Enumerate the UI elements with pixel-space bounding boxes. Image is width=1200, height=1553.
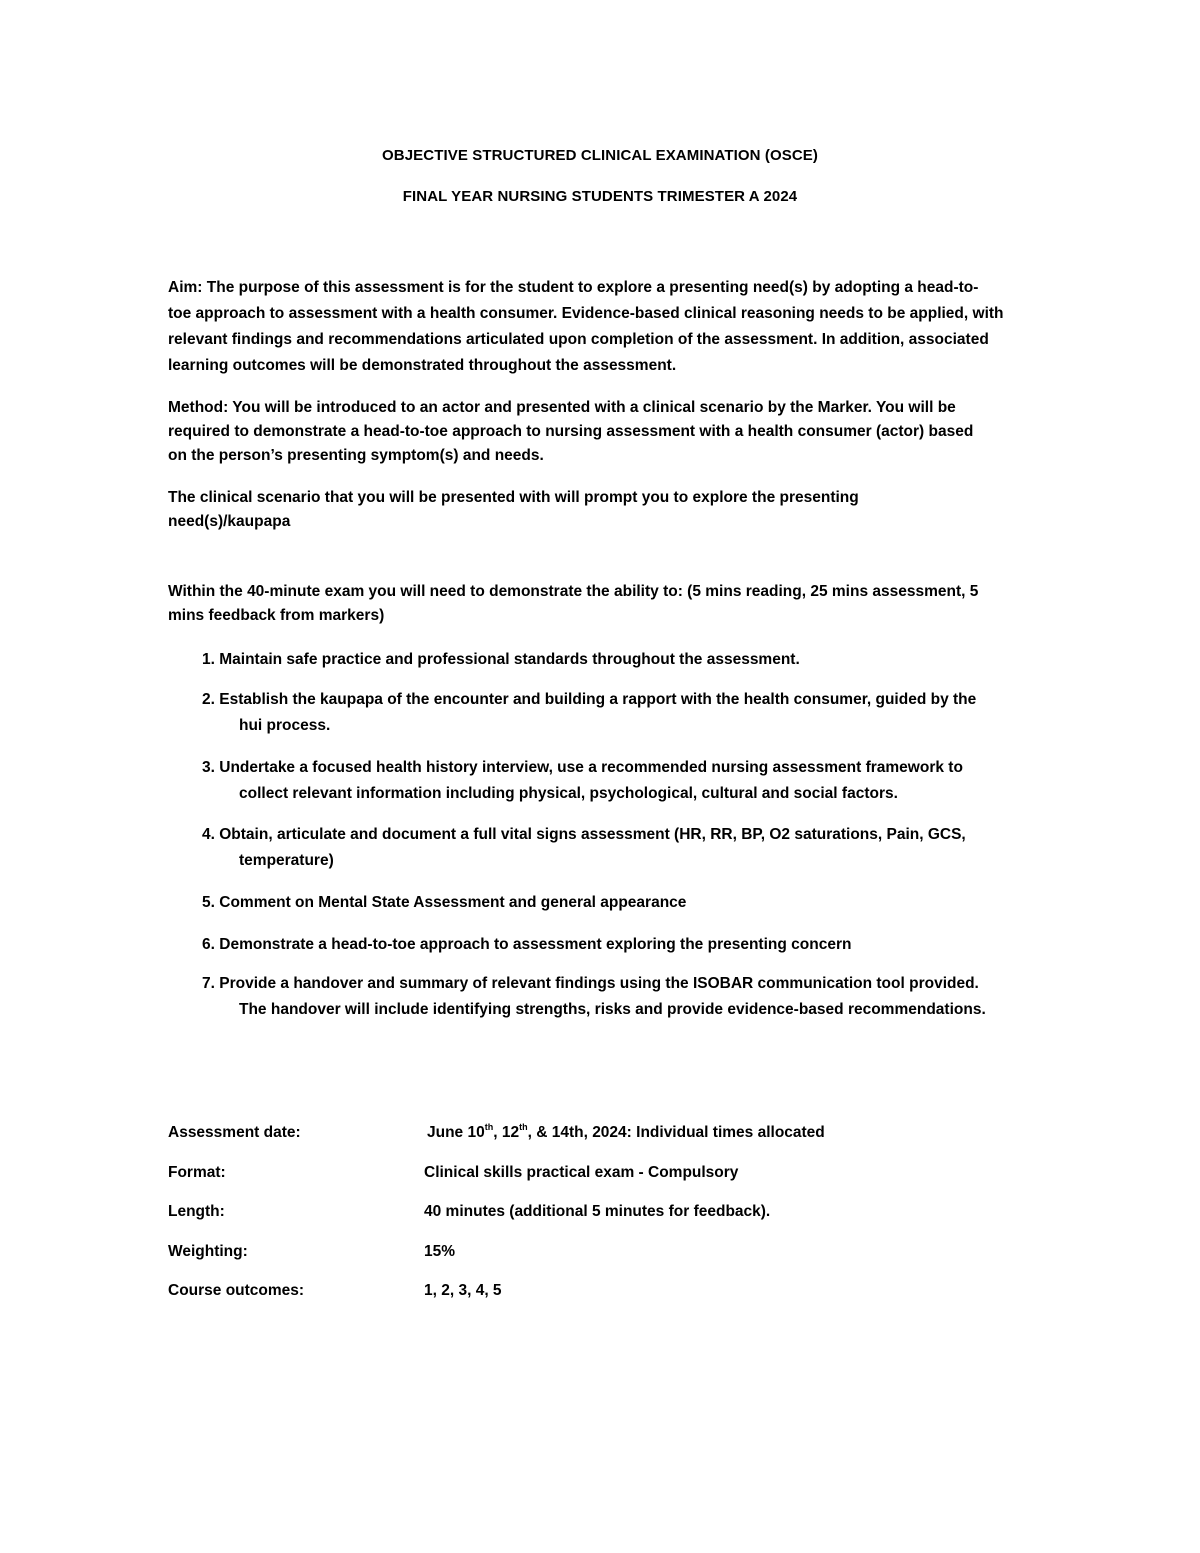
scenario-paragraph [168,486,1060,534]
within-line-1: Within the 40-minute exam you will need to demonstrate the ability to: (5 mins reading, 25 mins assessment, 5 [168,583,979,600]
document-subtitle: FINAL YEAR NURSING STUDENTS TRIMESTER A 2024 [402,188,798,205]
course-outcomes-row [168,1282,1068,1306]
method-label: Method: [168,399,229,416]
length-label: Length: [168,1203,225,1220]
document-title: OBJECTIVE STRUCTURED CLINICAL EXAMINATION (OSCE) [382,147,818,164]
assessment-date-value: June 10th, 12th, & 14th, 2024: Individual times allocated [427,1122,825,1141]
objective-item: 1. Maintain safe practice and professional standards throughout the assessment. [202,651,800,668]
objective-item: 5. Comment on Mental State Assessment and general appearance [202,894,687,911]
within-line-2: mins feedback from markers) [168,607,385,624]
objective-item: 3. Undertake a focused health history interview, use a recommended nursing assessment framework to collect relevant information including physical, psychological, cultural and social factors. [202,759,963,802]
method-line-3: on the person’s presenting symptom(s) and needs. [168,447,544,464]
weighting-row [168,1243,1068,1267]
course-outcomes-value: 1, 2, 3, 4, 5 [424,1282,502,1299]
aim-paragraph [168,275,1060,379]
format-value: Clinical skills practical exam - Compulsory [424,1164,739,1181]
aim-line-2: toe approach to assessment with a health consumer. Evidence-based clinical reasoning needs to be applied, with [168,305,1004,322]
method-line-2: required to demonstrate a head-to-toe approach to nursing assessment with a health consumer (actor) based [168,423,974,440]
objective-item: 7. Provide a handover and summary of relevant findings using the ISOBAR communication tool provided. The handover will include identifying strengths, risks and provide evidence-based recommendations. [202,975,986,1018]
aim-label: Aim: [168,279,203,296]
length-row [168,1203,1068,1227]
method-line-1: Method: You will be introduced to an actor and presented with a clinical scenario by the Marker. You will be [168,399,956,416]
weighting-value: 15% [424,1243,456,1260]
scenario-line-1: The clinical scenario that you will be presented with will prompt you to explore the presenting [168,489,859,506]
length-value: 40 minutes (additional 5 minutes for feedback). [424,1203,771,1220]
assessment-date-row [168,1124,1068,1148]
aim-line-3: relevant findings and recommendations articulated upon completion of the assessment. In addition, associated [168,331,989,348]
format-label: Format: [168,1164,226,1181]
assessment-date-label: Assessment date: [168,1124,301,1141]
weighting-label: Weighting: [168,1243,248,1260]
objective-item: 6. Demonstrate a head-to-toe approach to assessment exploring the presenting concern [202,936,852,953]
objective-item: 4. Obtain, articulate and document a full vital signs assessment (HR, RR, BP, O2 saturations, Pain, GCS, temperature) [202,826,966,869]
aim-line-1: Aim: The purpose of this assessment is for the student to explore a presenting need(s) by adopting a head-to- [168,279,979,296]
scenario-line-2: need(s)/kaupapa [168,513,291,530]
course-outcomes-label: Course outcomes: [168,1282,305,1299]
objective-item: 2. Establish the kaupapa of the encounter and building a rapport with the health consumer, guided by the hui process. [202,691,977,734]
method-paragraph [168,396,1060,468]
format-row [168,1164,1068,1188]
within-paragraph [168,580,1060,628]
aim-line-4: learning outcomes will be demonstrated throughout the assessment. [168,357,677,374]
